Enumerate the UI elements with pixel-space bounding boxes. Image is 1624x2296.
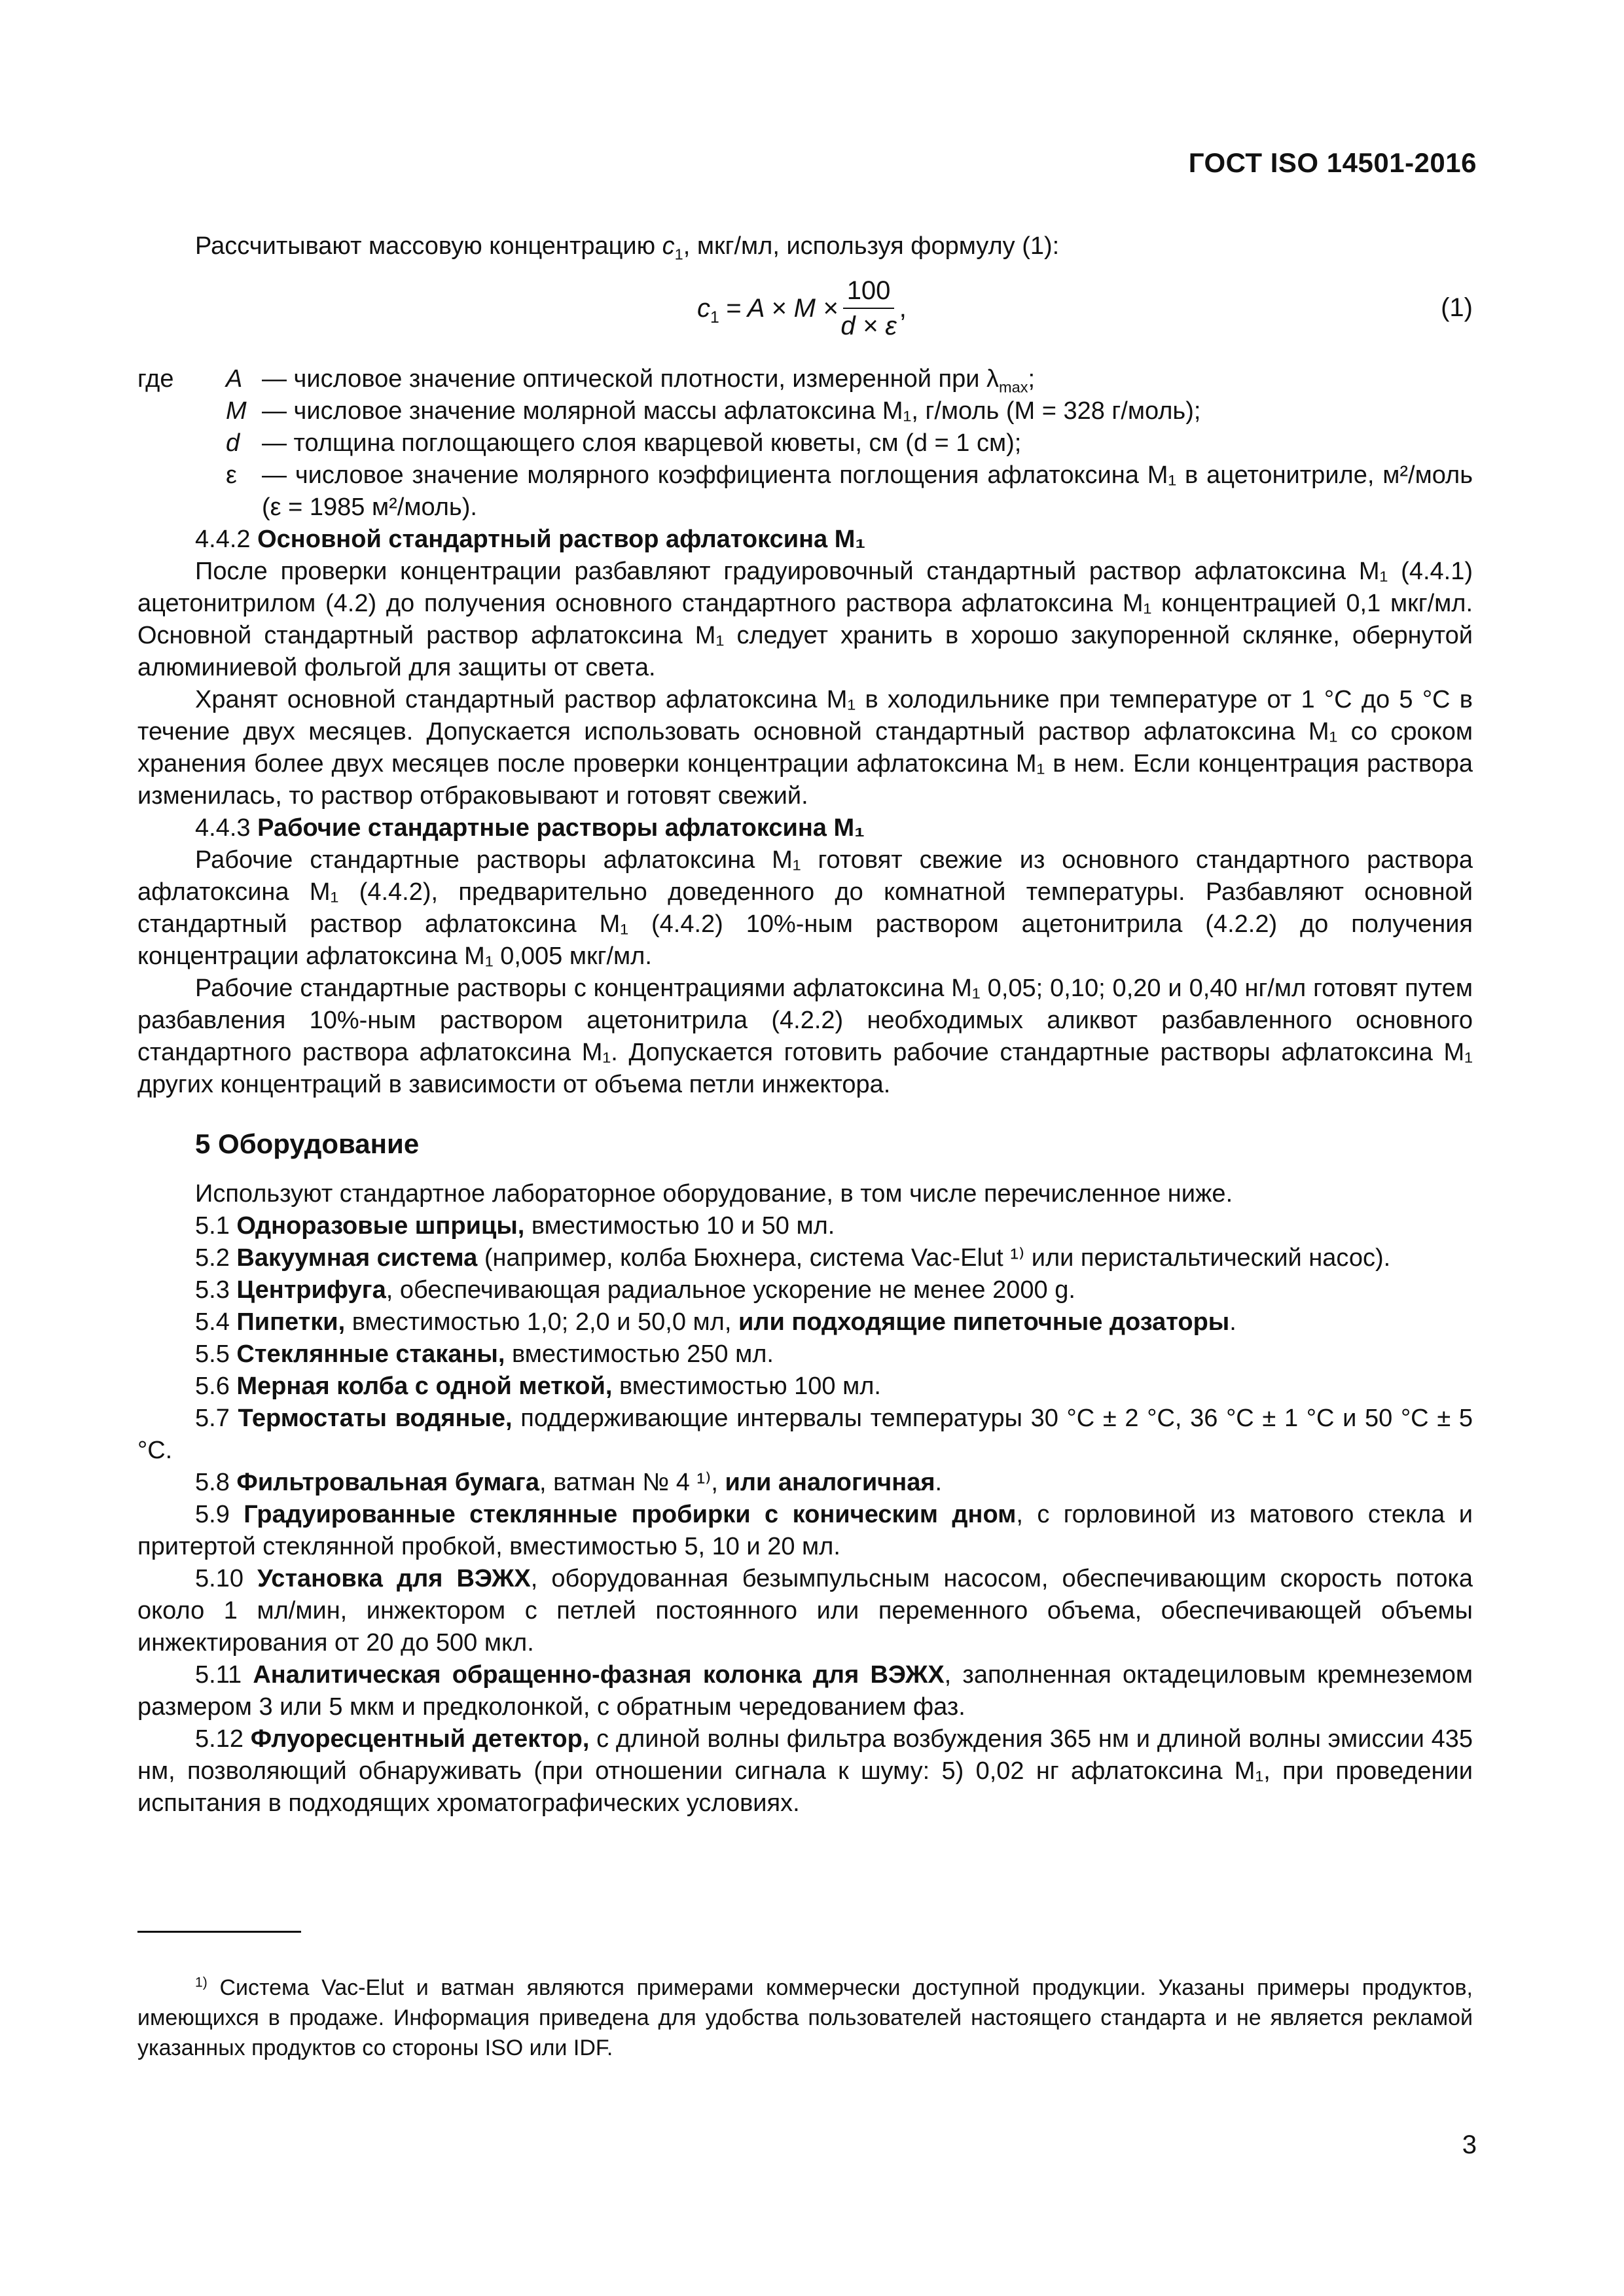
equipment-item: 5.2 Вакуумная система (например, колба Бюхнера, система Vac-Elut ¹⁾ или перистальтический насос). — [195, 1244, 1391, 1272]
equipment-item: 5.4 Пипетки, вместимостью 1,0; 2,0 и 50,0 мл, или подходящие пипеточные дозаторы. — [195, 1308, 1236, 1336]
formula-number: (1) — [1441, 293, 1473, 322]
section-4-4-3-heading: 4.4.3 Рабочие стандартные растворы афлатоксина M₁ — [195, 814, 865, 842]
equipment-item: 5.7 Термостаты водяные, поддерживающие интервалы температуры 30 °C ± 2 °C, 36 °C ± 1 °C и 50 °C ± 5 °C. — [137, 1405, 1473, 1464]
section-4-4-2-heading: 4.4.2 Основной стандартный раствор афлатоксина M₁ — [195, 526, 866, 553]
paragraph: Хранят основной стандартный раствор афлатоксина M₁ в холодильнике при температуре от 1 °C до 5 °C в течение двух месяцев. Допускается использовать основной стандартный раствор афлатоксина M₁ со сроком хранения более двух месяцев после проверки концентрации афлатоксина M₁ в нем. Если концентрация раствора изменилась, то раствор отбраковывают и готовят свежий. — [137, 686, 1473, 810]
equipment-item: 5.8 Фильтровальная бумага, ватман № 4 ¹⁾, или аналогичная. — [195, 1469, 943, 1496]
page-number: 3 — [1462, 2130, 1477, 2159]
document-id-header: ГОСТ ISO 14501-2016 — [1188, 147, 1477, 178]
equipment-item: 5.9 Градуированные стеклянные пробирки с коническим дном, с горловиной из матового стекла и притертой стеклянной пробкой, вместимостью 5, 10 и 20 мл. — [137, 1501, 1473, 1560]
paragraph: Рабочие стандартные растворы афлатоксина M₁ готовят свежие из основного стандартного раствора афлатоксина M₁ (4.4.2), предварительно доведенного до комнатной температуры. Разбавляют основной стандартный раствор афлатоксина M₁ (4.4.2) 10%-ным раствором ацетонитрила (4.2.2) до получения концентрации афлатоксина M₁ 0,005 мкг/мл. — [137, 846, 1473, 970]
equipment-item: 5.11 Аналитическая обращенно-фазная колонка для ВЭЖХ, заполненная октадециловым кремнеземом размером 3 или 5 мкм и предколонкой, с обратным чередованием фаз. — [137, 1661, 1473, 1721]
paragraph: Рабочие стандартные растворы с концентрациями афлатоксина M₁ 0,05; 0,10; 0,20 и 0,40 нг/мл готовят путем разбавления 10%-ным раствором ацетонитрила (4.2.2) необходимых аликвот разбавленного основного стандартного раствора афлатоксина M₁. Допускается готовить рабочие стандартные растворы афлатоксина M₁ других концентраций в зависимости от объема петли инжектора. — [137, 975, 1473, 1098]
equipment-item: 5.10 Установка для ВЭЖХ, оборудованная безымпульсным насосом, обеспечивающим скорость потока около 1 мл/мин, инжектором с петлей постоянного или переменного объема, обеспечивающей объемы инжектирования от 20 до 500 мкл. — [137, 1565, 1473, 1657]
equipment-item: 5.3 Центрифуга, обеспечивающая радиальное ускорение не менее 2000 g. — [195, 1276, 1075, 1304]
paragraph: После проверки концентрации разбавляют градуировочный стандартный раствор афлатоксина M₁ (4.4.1) ацетонитрилом (4.2) до получения основного стандартного раствора афлатоксина M₁ концентрацией 0,1 мкг/мл. Основной стандартный раствор афлатоксина M₁ следует хранить в хорошо закупоренной склянке, обернутой алюминиевой фольгой для защиты от света. — [137, 558, 1473, 681]
footnote-separator — [137, 1931, 301, 1933]
equipment-item: 5.1 Одноразовые шприцы, вместимостью 10 и 50 мл. — [195, 1212, 835, 1240]
paragraph: Используют стандартное лабораторное оборудование, в том числе перечисленное ниже. — [195, 1180, 1233, 1208]
equipment-item: 5.6 Мерная колба с одной меткой, вместимостью 100 мл. — [195, 1372, 881, 1400]
equipment-item: 5.12 Флуоресцентный детектор, с длиной волны фильтра возбуждения 365 нм и длиной волны эмиссии 435 нм, позволяющий обнаруживать (при отношении сигнала к шуму: 5) 0,02 нг афлатоксина M₁, при проведении испытания в подходящих хроматографических условиях. — [137, 1725, 1473, 1817]
formula-intro: Рассчитывают массовую концентрацию $c_1$, мкг/мл, используя формулу (1): — [195, 232, 1060, 263]
section-5-title: 5 Оборудование — [195, 1128, 420, 1159]
formula-1: $c_1$ = A × M × $\frac{100}{d \times \varepsilon}$ , (1) — [697, 276, 1473, 340]
formula-legend: где A — числовое значение оптической плотности, измеренной при $\lambda_{max}$; M — числовое значение молярной массы афлатоксина M₁, г/моль (M = 328 г/моль); d — толщина поглощающего слоя кварцевой кюветы, см (d = 1 см); ε — числовое значение молярного коэффициента поглощения афлатоксина M₁ в ацетонитриле, м²/моль (ε = 1985 м²/моль). — [137, 365, 1473, 521]
equipment-item: 5.5 Стеклянные стаканы, вместимостью 250 мл. — [195, 1340, 774, 1368]
footnote: $^{1)}$ Система Vac-Elut и ватман являются примерами коммерчески доступной продукции. Указаны примеры продуктов, имеющихся в продаже. Информация приведена для удобства пользователей настоящего стандарта и не является рекламой указанных продуктов со стороны ISO или IDF. — [137, 1975, 1473, 2060]
body-text — [137, 524, 1473, 1820]
